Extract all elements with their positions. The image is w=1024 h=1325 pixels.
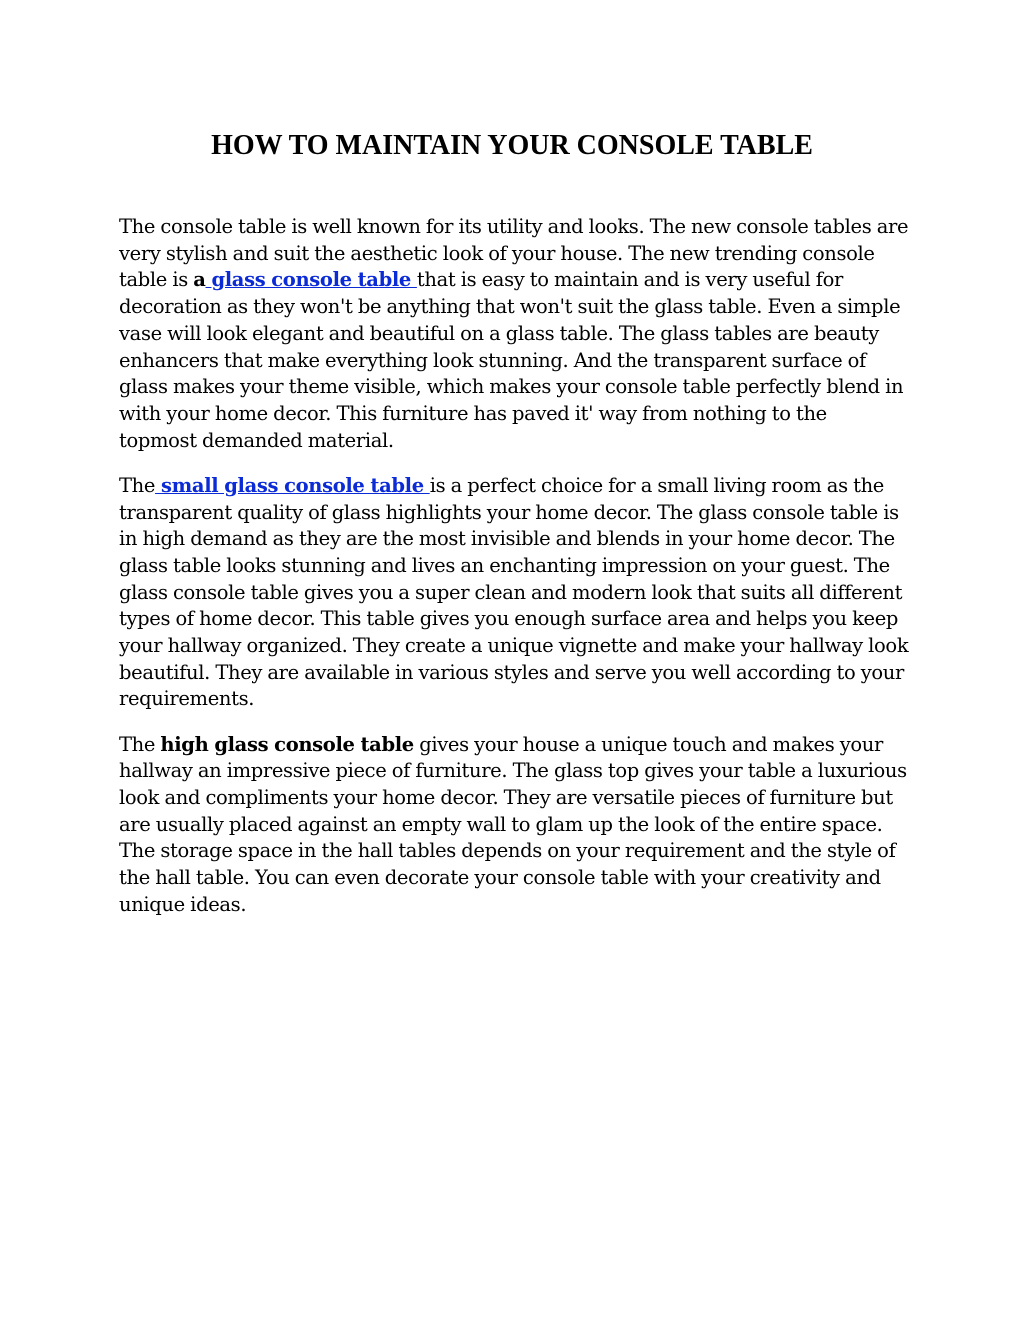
paragraph-text: The bbox=[119, 732, 161, 756]
paragraph-text: gives your house a unique touch and makes your hallway an impressive piece of furniture. The glass top gives your table a luxurious look and compliments your home decor. They are versatile pieces of furniture but are usually placed against an empty wall to glam up the look of the entire space. The storage space in the hall tables depends on your requirement and the style of the hall table. You can even decorate your console table with your creativity and unique ideas. bbox=[119, 732, 907, 916]
article-body bbox=[119, 214, 909, 937]
glass-console-table-link[interactable]: glass console table bbox=[205, 268, 417, 292]
paragraph-text: that is easy to maintain and is very useful for decoration as they won't be anything that won't suit the glass table. Even a simple vase will look elegant and beautiful on a glass table. The glass tables are beauty enhancers that make everything look stunning. And the transparent surface of glass makes your theme visible, which makes your console table perfectly blend in with your home decor. This furniture has paved it' way from nothing to the topmost demanded material. bbox=[119, 268, 904, 452]
small-glass-console-table-link[interactable]: small glass console table bbox=[155, 473, 430, 497]
bold-article: a bbox=[193, 268, 206, 292]
page-title: HOW TO MAINTAIN YOUR CONSOLE TABLE bbox=[211, 130, 813, 161]
paragraph-text: is a perfect choice for a small living room as the transparent quality of glass highlights your home decor. The glass console table is in high demand as they are the most invisible and blends in your home decor. The glass table looks stunning and lives an enchanting impression on your guest. The glass console table gives you a super clean and modern look that suits all different types of home decor. This table gives you enough surface area and helps you keep your hallway organized. They create a unique vignette and make your hallway look beautiful. They are available in various styles and serve you well according to your requirements. bbox=[119, 473, 909, 711]
paragraph-text: The console table is well known for its utility and looks. The new console tables are very stylish and suit the aesthetic look of your house. The new trending console table is bbox=[119, 215, 909, 292]
paragraph-text: The bbox=[119, 473, 156, 497]
high-glass-console-table-emphasis: high glass console table bbox=[160, 732, 414, 756]
paragraph-small-table bbox=[119, 473, 909, 713]
paragraph-intro bbox=[119, 214, 909, 454]
paragraph-high-table bbox=[119, 732, 909, 919]
